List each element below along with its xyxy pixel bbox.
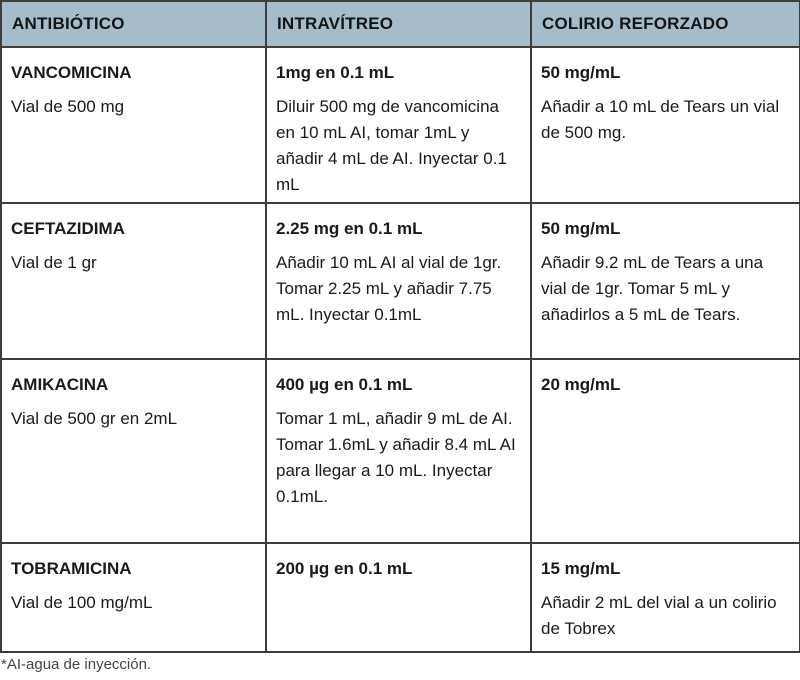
collyre-cell <box>531 47 800 203</box>
intravitreal-cell <box>266 47 531 203</box>
vial-description: Vial de 500 mg <box>11 97 125 116</box>
intravitreal-dose: 1mg en 0.1 mL <box>276 63 395 82</box>
footnote: *AI-agua de inyección. <box>1 656 152 673</box>
vial-description: Vial de 100 mg/mL <box>11 593 153 612</box>
intravitreal-dose: 200 µg en 0.1 mL <box>276 559 413 578</box>
vial-description: Vial de 500 gr en 2mL <box>11 409 178 428</box>
antibiotic-cell <box>1 359 266 543</box>
drug-name: AMIKACINA <box>11 375 109 394</box>
intravitreal-dose: 400 µg en 0.1 mL <box>276 375 413 394</box>
intravitreal-dose: 2.25 mg en 0.1 mL <box>276 219 423 238</box>
table-row <box>1 543 800 652</box>
collyre-preparation: Añadir a 10 mL de Tears un vial de 500 mg. <box>541 97 780 142</box>
header-antibiotico: ANTIBIÓTICO <box>1 1 266 47</box>
collyre-preparation: Añadir 9.2 mL de Tears a una vial de 1gr. Tomar 5 mL y añadirlos a 5 mL de Tears. <box>541 253 764 324</box>
table-row <box>1 203 800 359</box>
collyre-preparation: Añadir 2 mL del vial a un colirio de Tobrex <box>541 593 777 638</box>
intravitreal-cell <box>266 359 531 543</box>
collyre-cell <box>531 203 800 359</box>
drug-name: CEFTAZIDIMA <box>11 219 125 238</box>
intravitreal-preparation: Tomar 1 mL, añadir 9 mL de AI. Tomar 1.6mL y añadir 8.4 mL AI para llegar a 10 mL. Inyectar 0.1mL. <box>276 409 516 506</box>
header-colirio-reforzado: COLIRIO REFORZADO <box>531 1 800 47</box>
intravitreal-cell <box>266 203 531 359</box>
vial-description: Vial de 1 gr <box>11 253 97 272</box>
table-header-row <box>1 1 800 47</box>
antibiotic-cell <box>1 543 266 652</box>
intravitreal-preparation: Añadir 10 mL AI al vial de 1gr. Tomar 2.25 mL y añadir 7.75 mL. Inyectar 0.1mL <box>276 253 502 324</box>
antibiotic-cell <box>1 47 266 203</box>
collyre-concentration: 15 mg/mL <box>541 559 621 578</box>
collyre-concentration: 20 mg/mL <box>541 375 621 394</box>
intravitreal-cell <box>266 543 531 652</box>
drug-name: TOBRAMICINA <box>11 559 132 578</box>
intravitreal-preparation: Diluir 500 mg de vancomicina en 10 mL AI, tomar 1mL y añadir 4 mL de AI. Inyectar 0.1 mL <box>276 97 507 194</box>
drug-name: VANCOMICINA <box>11 63 132 82</box>
collyre-concentration: 50 mg/mL <box>541 219 621 238</box>
collyre-concentration: 50 mg/mL <box>541 63 621 82</box>
header-intravitreo: INTRAVÍTREO <box>266 1 531 47</box>
antibiotic-cell <box>1 203 266 359</box>
table-row <box>1 359 800 543</box>
collyre-cell <box>531 359 800 543</box>
collyre-cell <box>531 543 800 652</box>
table-row <box>1 47 800 203</box>
